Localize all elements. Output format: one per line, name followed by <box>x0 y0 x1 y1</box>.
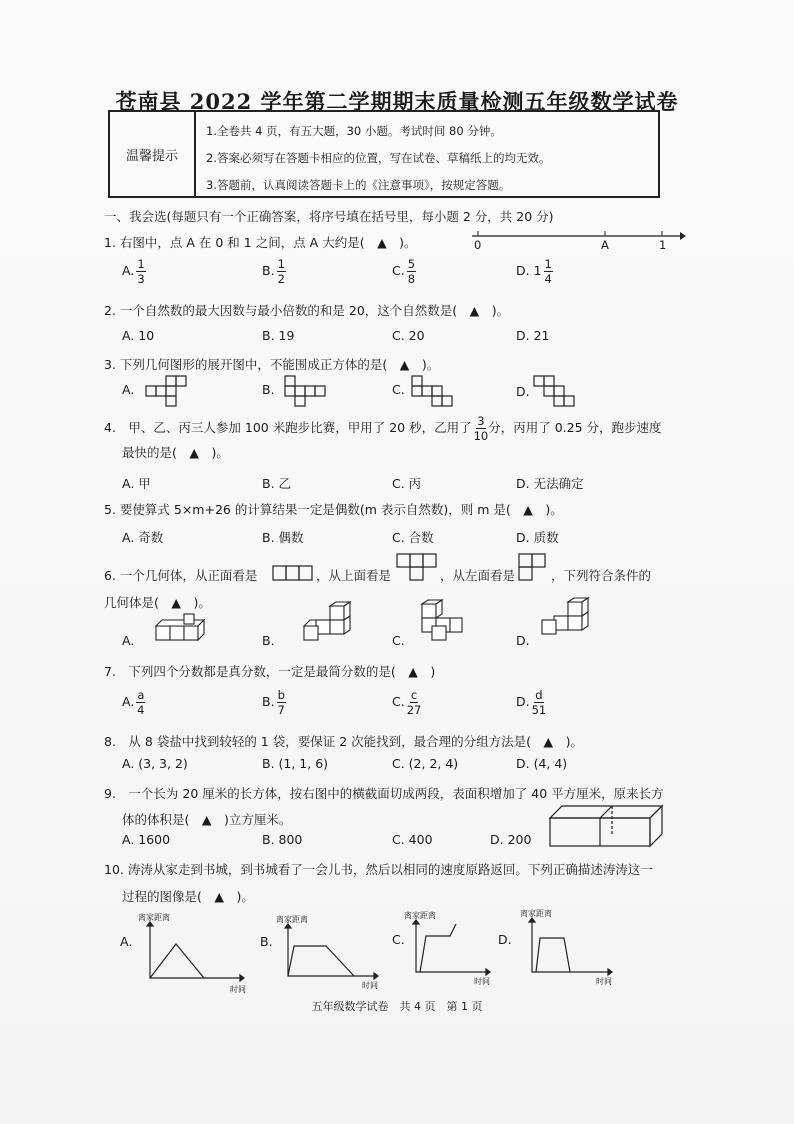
left-view-figure <box>518 552 552 584</box>
q1-option-a: A. $\frac{1}{3}$ <box>122 257 145 286</box>
q5-option-b: B. 偶数 <box>262 530 304 545</box>
section-heading: 一、我会选(每题只有一个正确答案，将序号填在括号里，每小题 2 分，共 20 分) <box>104 209 554 224</box>
tips-label: 温馨提示 <box>110 112 196 196</box>
q6-stem-left: ，从左面看是 <box>440 568 516 583</box>
q10-option-c: C. <box>392 932 405 947</box>
q9-option-a: A. 1600 <box>122 832 171 847</box>
q7-option-a: A. $\frac{a}{4}$ <box>122 688 145 717</box>
q5-stem: 5. 要使算式 5×m+26 的计算结果一定是偶数(m 表示自然数)，则 m 是( ▲ )。 <box>104 502 563 517</box>
q4-stem-line2: 最快的是( ▲ )。 <box>122 445 229 460</box>
q7-stem: 7. 下列四个分数都是真分数，一定是最简分数的是( ▲ ) <box>104 664 436 679</box>
q8-option-b: B. (1, 1, 6) <box>262 756 329 771</box>
q3-option-b: B. <box>262 382 275 397</box>
graph-c-xlabel: 时间 <box>474 977 490 986</box>
q4-option-a: A. 甲 <box>122 476 151 491</box>
q2-stem: 2. 一个自然数的最大因数与最小倍数的和是 20，这个自然数是( ▲ )。 <box>104 303 510 318</box>
graph-c-ylabel: 离家距离 <box>404 911 436 920</box>
graph-b-ylabel: 离家距离 <box>276 915 308 924</box>
tip-line: 2.答案必须写在答题卡相应的位置，写在试卷、草稿纸上的均无效。 <box>206 151 551 165</box>
q8-option-c: C. (2, 2, 4) <box>392 756 459 771</box>
q1-number-line <box>470 228 685 258</box>
q8-stem: 8. 从 8 袋盐中找到较轻的 1 袋，要保证 2 次能找到，最合理的分组方法是( ▲ )。 <box>104 734 583 749</box>
q4-option-c: C. 丙 <box>392 476 422 491</box>
q2-option-d: D. 21 <box>516 328 550 343</box>
q6-option-a: A. <box>122 633 135 648</box>
cube-figure-a <box>154 612 204 652</box>
q8-option-a: A. (3, 3, 2) <box>122 756 188 771</box>
q2-option-b: B. 19 <box>262 328 295 343</box>
q7-option-b: B. $\frac{b}{7}$ <box>262 688 285 717</box>
q10-stem-line1: 10. 涛涛从家走到书城，到书城看了一会儿书，然后以相同的速度原路返回。下列正确描述涛涛这一 <box>104 862 653 877</box>
tip-line: 3.答题前，认真阅读答题卡上的《注意事项》，按规定答题。 <box>206 178 511 192</box>
distance-time-graph-d <box>528 918 614 976</box>
cube-figure-d <box>540 598 590 642</box>
q6-option-b: B. <box>262 633 275 648</box>
tip-line: 1.全卷共 4 页，有五大题，30 小题。考试时间 80 分钟。 <box>206 124 502 138</box>
q8-option-d: D. (4, 4) <box>516 756 568 771</box>
q3-option-c: C. <box>392 382 405 397</box>
front-view-figure <box>272 564 318 584</box>
q10-option-d: D. <box>498 932 512 947</box>
cube-figure-b <box>302 602 352 644</box>
q2-option-a: A. 10 <box>122 328 155 343</box>
q9-option-b: B. 800 <box>262 832 303 847</box>
q7-option-c: C. $\frac{c}{27}$ <box>392 688 422 717</box>
q6-option-d: D. <box>516 633 530 648</box>
q4-option-d: D. 无法确定 <box>516 476 584 491</box>
number-line-label-0: 0 <box>474 238 482 252</box>
q10-stem-line2: 过程的图像是( ▲ )。 <box>122 889 254 904</box>
q10-option-b: B. <box>260 934 273 949</box>
q6-stem-end: ，下列符合条件的 <box>551 568 652 583</box>
q9-stem-line1: 9. 一个长为 20 厘米的长方体，按右图中的横截面切成两段，表面积增加了 40 平方厘米，原来长方 <box>104 786 664 801</box>
graph-b-xlabel: 时间 <box>362 981 378 990</box>
graph-d-xlabel: 时间 <box>596 977 612 986</box>
q5-option-a: A. 奇数 <box>122 530 164 545</box>
distance-time-graph-a <box>146 922 246 982</box>
net-figure-b <box>283 374 333 412</box>
distance-time-graph-c <box>412 920 492 976</box>
page-footer: 五年级数学试卷 共 4 页 第 1 页 <box>311 1000 483 1013</box>
tips-box <box>108 110 660 198</box>
tips-lines <box>196 112 658 196</box>
q3-option-d: D. <box>516 384 530 399</box>
number-line-label-a: A <box>601 238 609 252</box>
net-figure-c <box>410 374 460 414</box>
graph-a-xlabel: 时间 <box>230 985 246 994</box>
cuboid-figure <box>548 804 666 850</box>
q2-option-c: C. 20 <box>392 328 425 343</box>
distance-time-graph-b <box>284 924 380 980</box>
q9-stem-line2: 体的体积是( ▲ )立方厘米。 <box>122 812 292 827</box>
cube-figure-c <box>418 600 468 644</box>
q4-stem-line1: 4. 甲、乙、丙三人参加 100 米跑步比赛，甲用了 20 秒，乙用了 $\frac{3}{10}$ 分，丙用了 0.25 分，跑步速度 <box>104 414 662 443</box>
q6-stem-front: 6. 一个几何体，从正面看是 <box>104 568 258 583</box>
q10-option-a: A. <box>120 934 133 949</box>
graph-d-ylabel: 离家距离 <box>520 909 552 918</box>
q4-option-b: B. 乙 <box>262 476 292 491</box>
q1-option-b: B. $\frac{1}{2}$ <box>262 257 285 286</box>
q3-stem: 3. 下列几何图形的展开图中，不能围成正方体的是( ▲ )。 <box>104 357 440 372</box>
q6-option-c: C. <box>392 633 405 648</box>
q5-option-d: D. 质数 <box>516 530 559 545</box>
q9-option-d: D. 200 <box>490 832 532 847</box>
graph-a-ylabel: 离家距离 <box>138 913 170 922</box>
q1-stem: 1. 右图中，点 A 在 0 和 1 之间，点 A 大约是( ▲ )。 <box>104 235 417 250</box>
net-figure-d <box>532 374 582 412</box>
page-title: 苍南县 2022 学年第二学期期末质量检测五年级数学试卷 <box>115 89 679 114</box>
top-view-figure <box>396 552 442 584</box>
q5-option-c: C. 合数 <box>392 530 434 545</box>
q7-option-d: D. $\frac{d}{51}$ <box>516 688 547 717</box>
q6-stem-line2: 几何体是( ▲ )。 <box>104 595 211 610</box>
q1-option-d: D. 1 $\frac{1}{4}$ <box>516 257 552 286</box>
q6-stem-top: ，从上面看是 <box>316 568 392 583</box>
q9-option-c: C. 400 <box>392 832 433 847</box>
net-figure-a <box>142 374 192 412</box>
q1-option-c: C. $\frac{5}{8}$ <box>392 257 416 286</box>
q3-option-a: A. <box>122 382 135 397</box>
number-line-label-1: 1 <box>659 238 667 252</box>
